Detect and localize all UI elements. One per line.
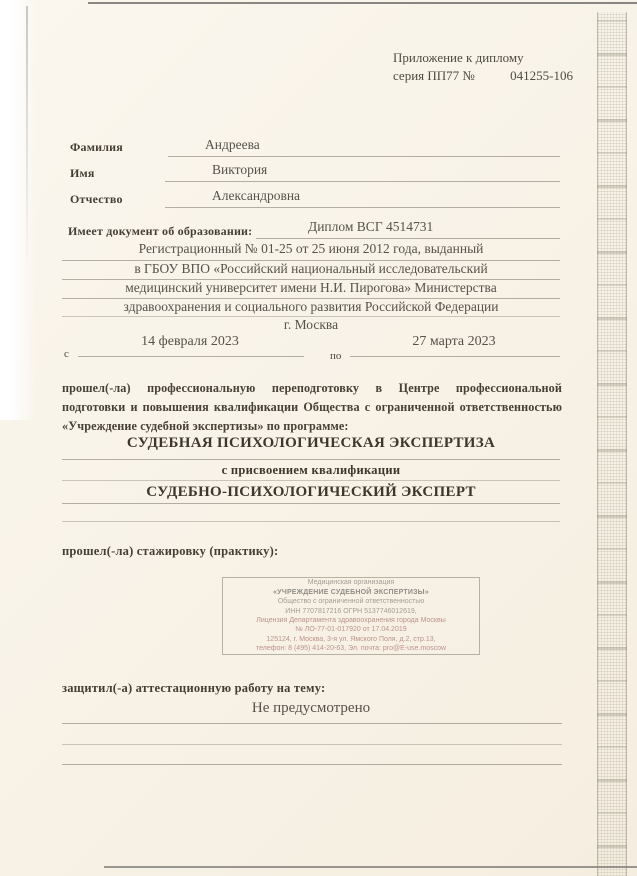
qualification-label-line	[62, 480, 560, 481]
surname-value: Андреева	[205, 137, 260, 152]
scan-edge-left-line	[26, 6, 28, 276]
period-from-line	[78, 356, 304, 357]
scan-edge-top	[88, 2, 637, 4]
program-title-line	[62, 459, 560, 460]
thesis-line-2	[62, 744, 562, 745]
period-from-value: 14 февраля 2023	[141, 334, 239, 349]
period-to-label: по	[330, 350, 342, 362]
education-institution-line-2: медицинский университет имени Н.И. Пирогова» Министерства	[125, 280, 497, 295]
header-title: Приложение к диплому	[393, 50, 524, 65]
stamp-inn-ogrn: ИНН 7707817216 ОГРН 5137746012619,	[285, 607, 417, 615]
stamp-org-type: Медицинская организация	[307, 579, 395, 587]
stamp-org-name: «УЧРЕЖДЕНИЕ СУДЕБНОЙ ЭКСПЕРТИЗЫ»	[273, 588, 429, 596]
surname-label: Фамилия	[70, 140, 123, 154]
thesis-value: Не предусмотрено	[251, 700, 371, 716]
patronymic-value: Александровна	[212, 188, 301, 203]
stamp-org-form: Общество с ограниченной ответственностью	[277, 598, 425, 606]
blank-line-after-program	[62, 521, 560, 522]
surname-line	[168, 156, 560, 157]
patronymic-label: Отчество	[70, 192, 123, 206]
education-reg-line: Регистрационный № 01-25 от 25 июня 2012 года, выданный	[138, 241, 484, 256]
qualification-line	[62, 503, 560, 504]
education-line-0	[256, 238, 560, 239]
program-intro-line-2: подготовки и повышения квалификации Общества с ограниченной ответственностью	[62, 400, 562, 414]
program-intro-line-1: прошел(-ла) профессиональную переподготовку в Центре профессиональной	[62, 381, 562, 395]
firstname-value: Виктория	[212, 162, 268, 177]
thesis-label: защитил(-а) аттестационную работу на тему:	[62, 681, 326, 695]
stamp-license-line-1: Лицензия Департамента здравоохранения города Москвы	[256, 617, 446, 624]
organization-stamp	[222, 577, 480, 655]
period-to-line	[350, 356, 560, 357]
firstname-line	[165, 181, 560, 182]
education-document: Диплом ВСГ 4514731	[308, 219, 434, 234]
education-institution-line-3: здравоохранения и социального развития Российской Федерации	[123, 299, 499, 314]
qualification-label: с присвоением квалификации	[221, 463, 401, 477]
scan-edge-left	[0, 0, 36, 420]
education-institution-line-1: в ГБОУ ВПО «Российский национальный исследовательский	[134, 261, 488, 276]
header-series-row	[393, 68, 573, 84]
education-label: Имеет документ об образовании:	[68, 224, 253, 238]
document-number: 041255-106	[510, 68, 573, 83]
stamp-phone-email: телефон: 8 (495) 414-20-63, Эл. почта: pro@Е-use.moscow	[255, 645, 447, 653]
series-label: серия ПП77 №	[393, 68, 475, 83]
internship-label: прошел(-ла) стажировку (практику):	[62, 544, 279, 558]
security-border-pattern	[597, 12, 627, 876]
firstname-label: Имя	[70, 166, 95, 180]
scan-edge-bottom	[104, 866, 637, 868]
thesis-line-1	[62, 723, 562, 724]
period-from-label: с	[64, 348, 69, 360]
period-to-value: 27 марта 2023	[412, 334, 496, 349]
program-intro-line-3: «Учреждение судебной экспертизы» по программе:	[62, 419, 349, 433]
program-title: СУДЕБНАЯ ПСИХОЛОГИЧЕСКАЯ ЭКСПЕРТИЗА	[126, 435, 496, 451]
education-city: г. Москва	[283, 317, 339, 332]
thesis-line-3	[62, 764, 562, 765]
stamp-license-line-2: № ЛО-77-01-017920 от 17.04.2019	[295, 626, 407, 634]
stamp-address: 125124, г. Москва, 3-я ул. Ямского Поля, д.2, стр.13,	[266, 635, 436, 643]
qualification-value: СУДЕБНО-ПСИХОЛОГИЧЕСКИЙ ЭКСПЕРТ	[146, 484, 476, 500]
patronymic-line	[165, 207, 560, 208]
header-block	[393, 50, 573, 84]
